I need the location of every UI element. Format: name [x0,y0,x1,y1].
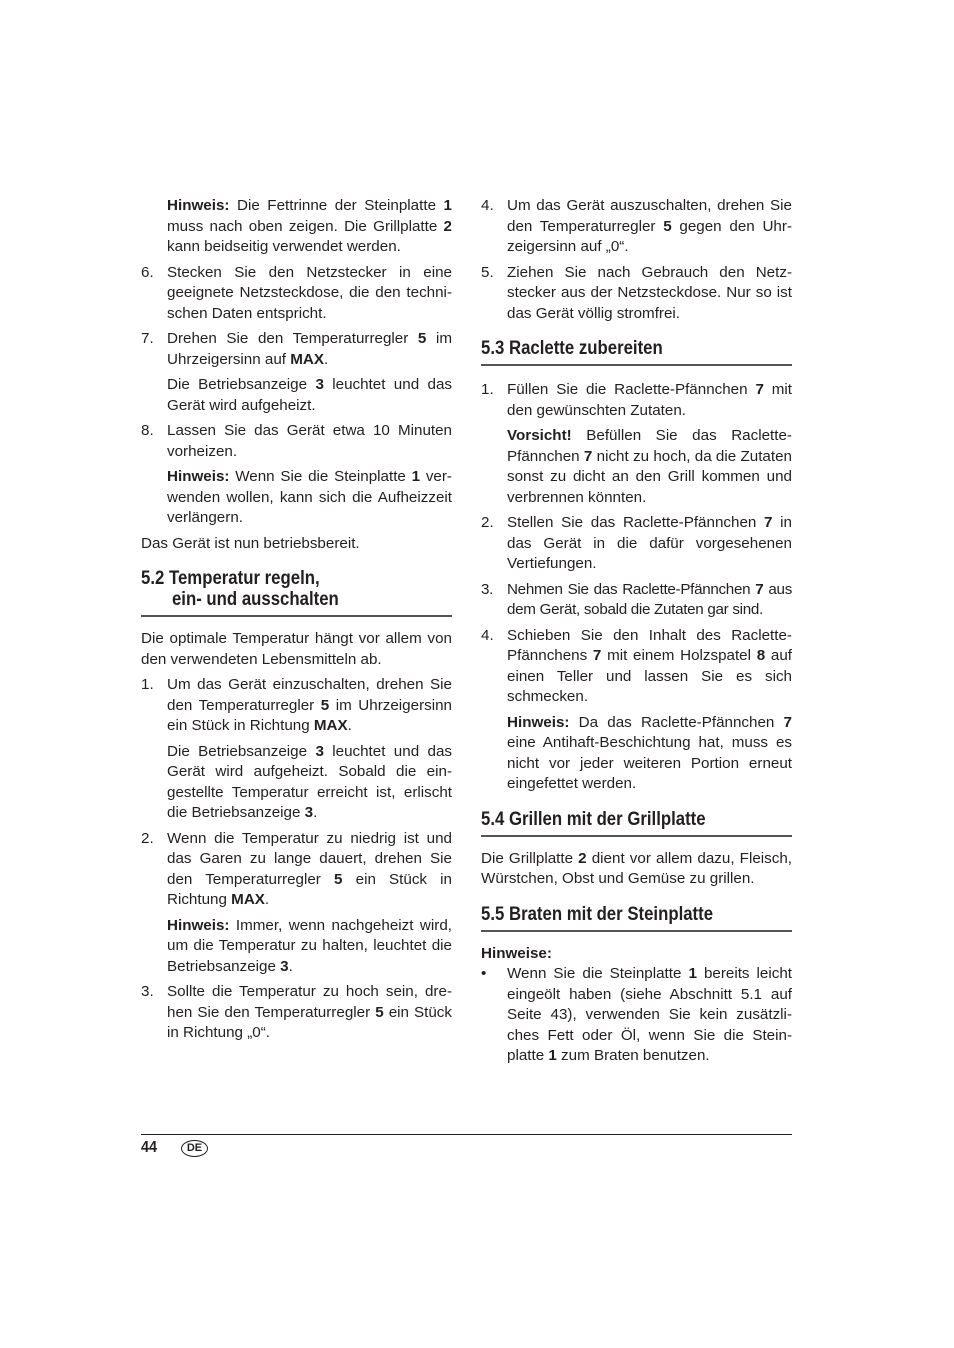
heading-5-4 [481,809,792,837]
step-1-einschalten: 1. Um das Gerät einzuschalten, drehen Sie den Temperaturregler 5 im Uhrzeigersinn ein Stück in Richtung MAX. [141,676,452,734]
page-number: 44 [141,1139,158,1156]
step-7: 7. Drehen Sie den Temperaturregler 5 im Uhrzeigersinn auf MAX. [141,330,452,368]
heading-5-2 [141,568,452,617]
note-aufheizzeit: Hinweis: Wenn Sie die Steinplatte 1 verwenden wollen, kann sich die Aufheizzeit verlängern. [167,468,452,526]
raclette-step-1: 1. Füllen Sie die Raclette-Pfännchen 7 mit den gewünschten Zutaten. [481,381,792,419]
step-2-nachheizen: 2. Wenn die Temperatur zu niedrig ist und das Garen zu lange dauert, drehen Sie den Temperaturregler 5 ein Stück in Richtung MAX. [141,829,452,908]
step-1-info: Die Betriebsanzeige 3 leuchtet und das Gerät wird aufgeheizt. Sobald die eingestellte Temperatur erreicht ist, erlischt die Betriebsanzeige 3. [167,742,452,821]
heading-5-3-text: 5.3 Raclette zubereiten [481,337,663,359]
left-column [141,196,452,1044]
heading-5-2-line1: 5.2 Temperatur regeln, [141,567,320,589]
step-3-zu-hoch: 3. Sollte die Temperatur zu hoch sein, drehen Sie den Temperaturregler 5 ein Stück in Richtung „0“. [141,983,452,1041]
grillplatte-text: Die Grillplatte 2 dient vor allem dazu, Fleisch, Würstchen, Obst und Gemüse zu grillen. [481,849,793,887]
bullet-steinplatte: • Wenn Sie die Steinplatte 1 bereits leicht eingeölt haben (siehe Abschnitt 5.1 auf Seite 43), verwenden Sie kein zusätzliches Fett oder Öl, wenn Sie die Steinplatte 1 zum Braten benutzen. [481,965,792,1064]
heading-5-2-line2: ein- und ausschalten [171,588,339,610]
hinweise-label: Hinweise: [481,944,552,962]
note-antihaft: Hinweis: Da das Raclette-Pfännchen 7 eine Antihaft-Beschichtung hat, muss es nicht vor jeder weiteren Portion erneut eingefettet werden. [507,713,792,792]
step-8: 8. Lassen Sie das Gerät etwa 10 Minuten vorheizen. [141,422,452,460]
heading-5-5-text: 5.5 Braten mit der Steinplatte [481,902,714,925]
intro-text: Die optimale Temperatur hängt vor allem von den verwendeten Lebensmitteln ab. [141,630,452,668]
heading-5-5 [481,904,792,932]
caution-note: Vorsicht! Befüllen Sie das Raclette-Pfännchen 7 nicht zu hoch, da die Zutaten sonst zu dicht an den Grill kommen und verbrennen könnten. [507,427,792,506]
ready-text: Das Gerät ist nun betriebsbereit. [141,534,360,552]
language-badge: DE [181,1140,208,1157]
right-column [481,196,792,1067]
note-fettrinne: Hinweis: Die Fettrinne der Steinplatte 1 muss nach oben zeigen. Die Grillplatte 2 kann beidseitig verwendet werden. [167,197,452,255]
heading-5-3 [481,338,792,366]
footer-rule [141,1134,792,1135]
raclette-step-3: 3. Nehmen Sie das Raclette-Pfännchen 7 aus dem Gerät, sobald die Zutaten gar sind. [481,580,792,618]
heading-5-4-text: 5.4 Grillen mit der Grillplatte [481,807,706,830]
step-5-netzstecker: 5. Ziehen Sie nach Gebrauch den Netzstecker aus der Netzsteckdose. Nur so ist das Gerät völlig stromfrei. [481,263,792,322]
note-nachheizen: Hinweis: Immer, wenn nachgeheizt wird, um die Temperatur zu halten, leuchtet die Betriebsanzeige 3. [167,916,452,975]
step-7-info: Die Betriebsanzeige 3 leuchtet und das Gerät wird aufgeheizt. [167,376,452,414]
raclette-step-2: 2. Stellen Sie das Raclette-Pfännchen 7 in das Gerät in die dafür vorgesehenen Vertiefungen. [481,514,792,572]
step-6: 6. Stecken Sie den Netzstecker in eine geeignete Netzsteckdose, die den technischen Daten entspricht. [141,263,452,322]
step-4-ausschalten: 4. Um das Gerät auszuschalten, drehen Sie den Temperaturregler 5 gegen den Uhrzeigersinn auf „0“. [481,197,792,255]
raclette-step-4: 4. Schieben Sie den Inhalt des Raclette-Pfännchens 7 mit einem Holzspatel 8 auf einen Teller und lassen Sie es sich schmecken. [481,626,792,705]
